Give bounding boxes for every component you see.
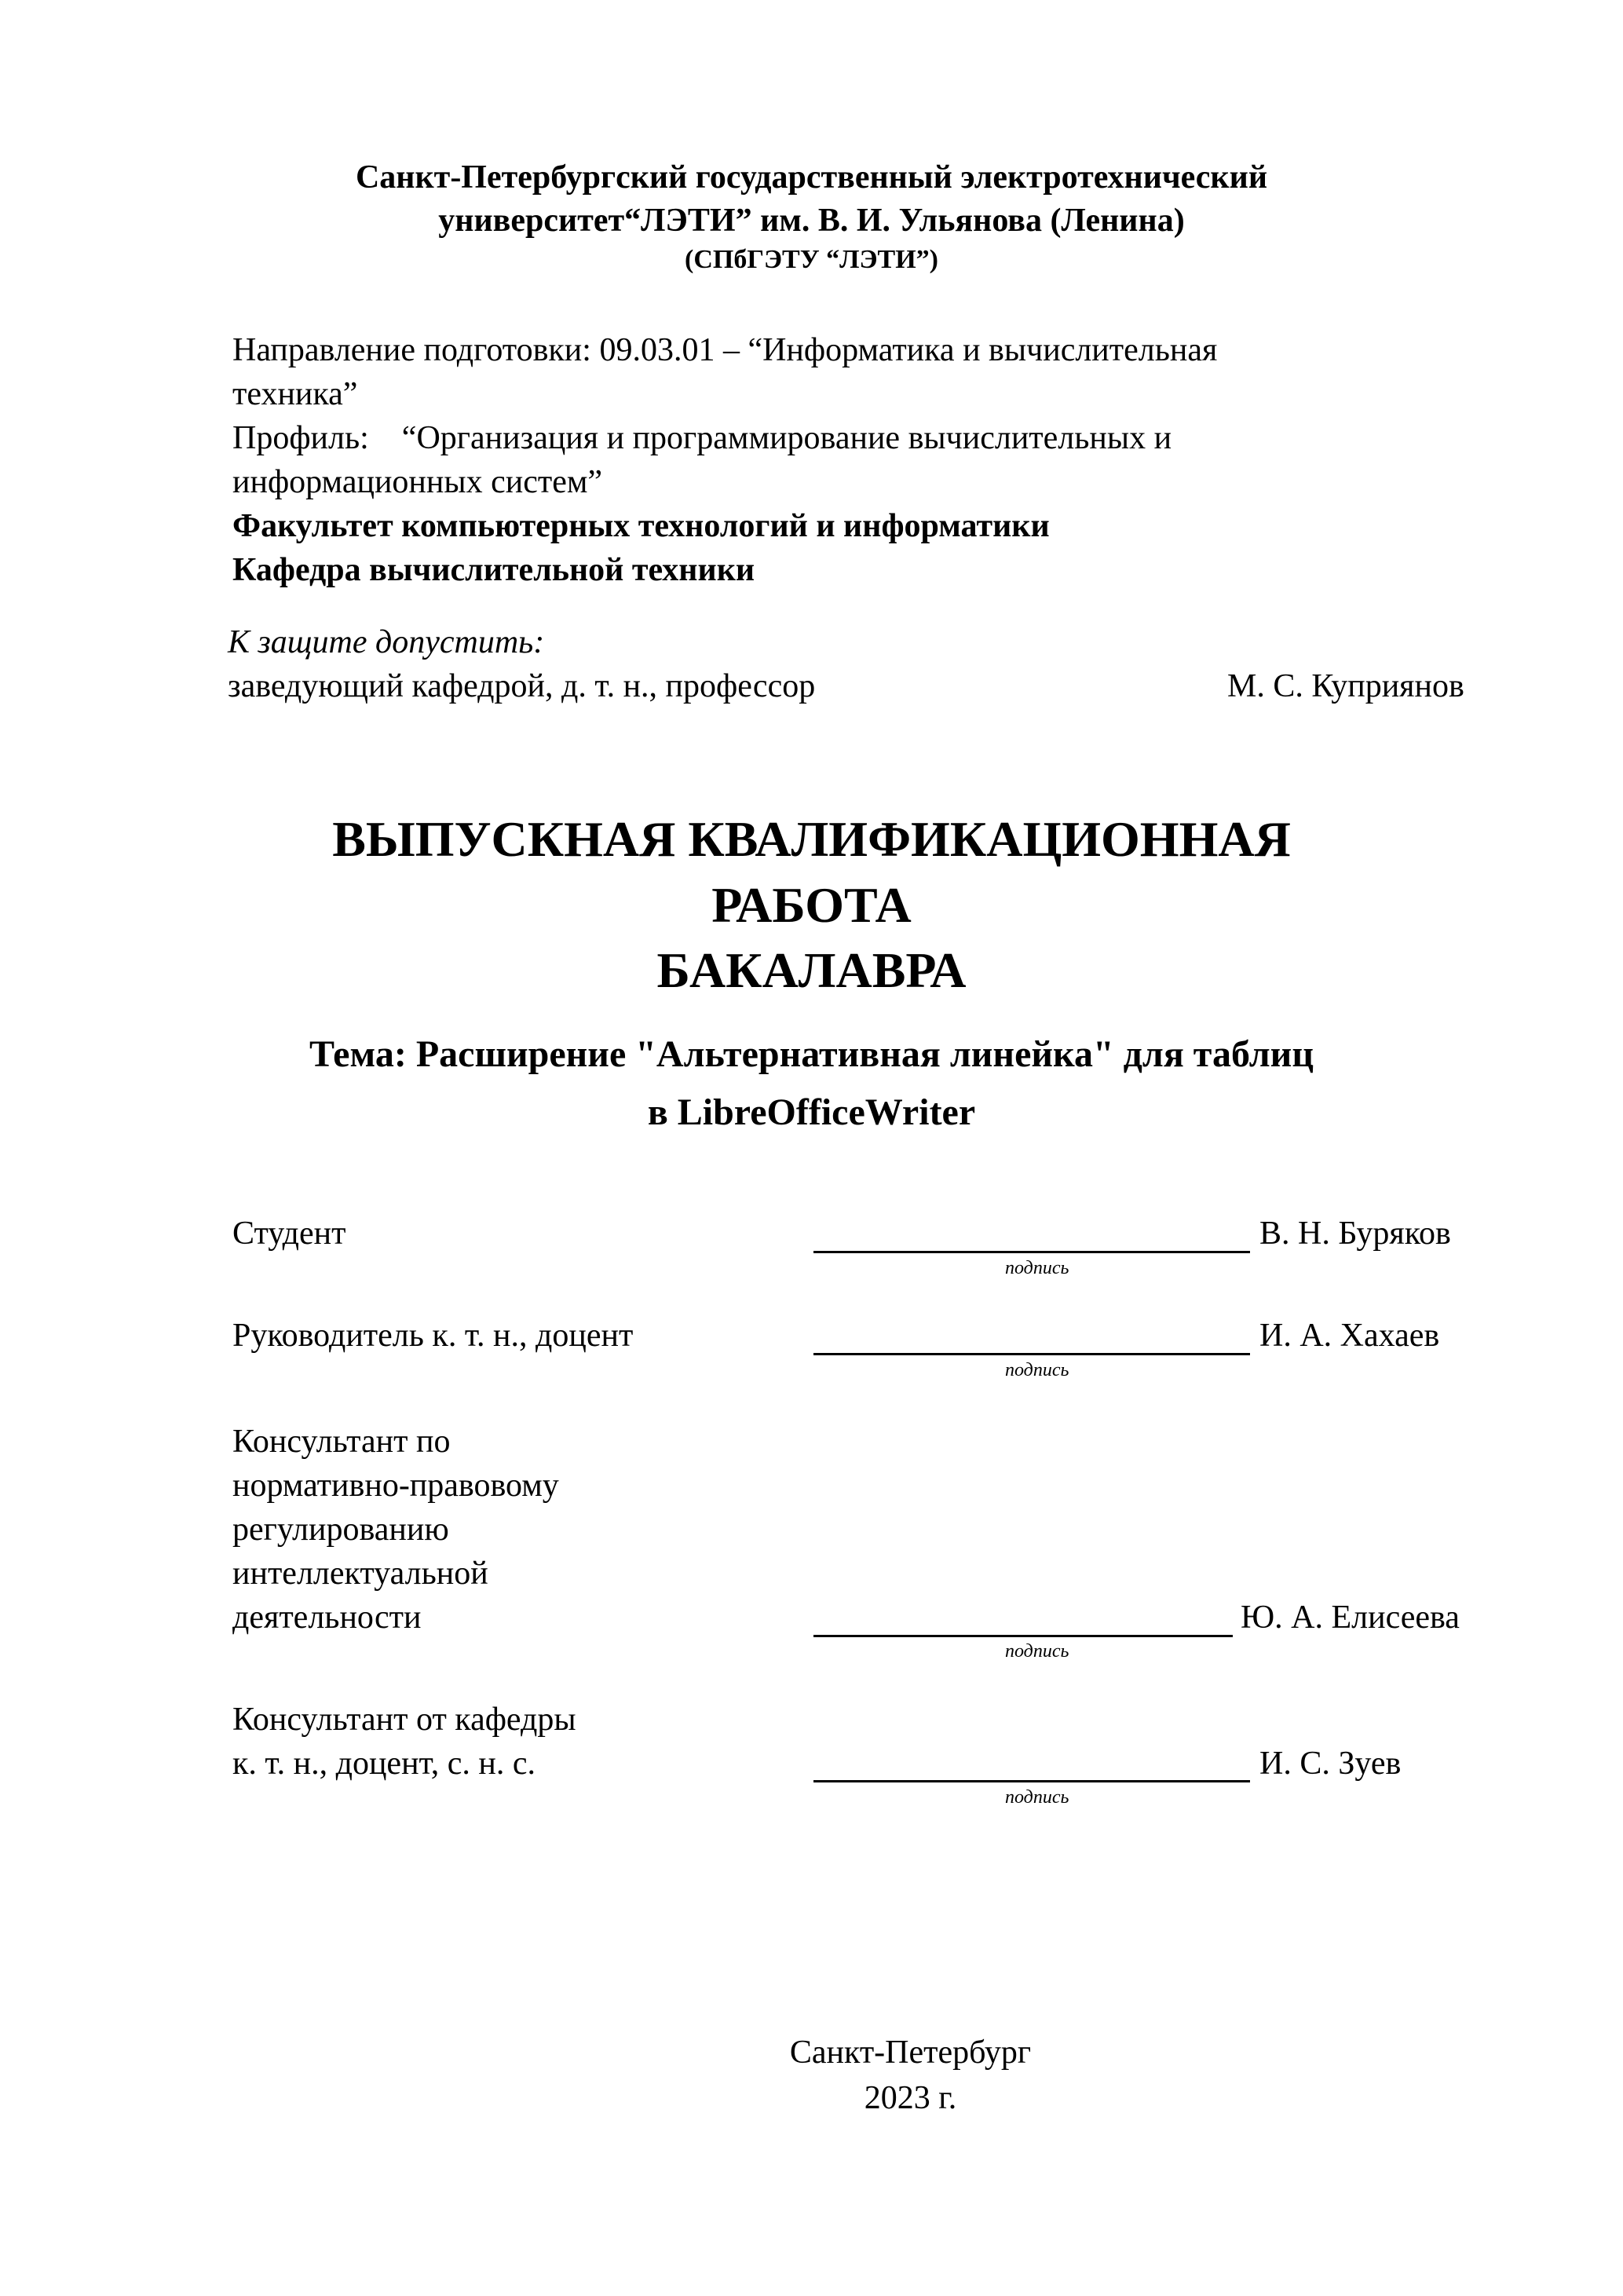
title-line3: БАКАЛАВРА bbox=[656, 942, 967, 998]
signature-role-line: Консультант от кафедры bbox=[232, 1702, 576, 1738]
title-line1: ВЫПУСКНАЯ КВАЛИФИКАЦИОННАЯ bbox=[332, 811, 1291, 867]
signature-name: В. Н. Буряков bbox=[1259, 1216, 1451, 1252]
signature-name: И. А. Хахаев bbox=[1259, 1318, 1440, 1354]
signature-caption: подпись bbox=[1005, 1641, 1069, 1662]
signature-role-line: деятельности bbox=[232, 1600, 422, 1636]
signature-line bbox=[813, 1353, 1250, 1355]
approval-label: К защите допустить: bbox=[228, 624, 545, 660]
signature-name: И. С. Зуев bbox=[1259, 1746, 1402, 1782]
signature-role-line: интеллектуальной bbox=[232, 1556, 488, 1592]
signature-name: Ю. А. Елисеева bbox=[1241, 1600, 1460, 1636]
footer-city: Санкт-Петербург bbox=[789, 2035, 1032, 2071]
approval-position: заведующий кафедрой, д. т. н., профессор bbox=[228, 668, 816, 704]
profile-line1: Профиль: “Организация и программирование вычислительных и bbox=[232, 420, 1172, 456]
profile-line2: информационных систем” bbox=[232, 464, 603, 500]
faculty: Факультет компьютерных технологий и информатики bbox=[232, 508, 1050, 544]
university-name-line1: Санкт-Петербургский государственный электротехнический bbox=[355, 159, 1268, 196]
signature-role: Руководитель к. т. н., доцент bbox=[232, 1318, 634, 1354]
signature-role-line: Консультант по bbox=[232, 1424, 451, 1460]
signature-line bbox=[813, 1635, 1233, 1637]
signature-caption: подпись bbox=[1005, 1258, 1069, 1278]
signature-line bbox=[813, 1780, 1250, 1782]
theme-line2: в LibreOfficeWriter bbox=[647, 1091, 976, 1133]
signature-caption: подпись bbox=[1005, 1787, 1069, 1808]
title-line2: РАБОТА bbox=[711, 877, 912, 933]
direction-line1: Направление подготовки: 09.03.01 – “Информатика и вычислительная bbox=[232, 332, 1218, 368]
theme-line1: Тема: Расширение "Альтернативная линейка" для таблиц bbox=[309, 1033, 1314, 1075]
signature-role-line: регулированию bbox=[232, 1512, 449, 1548]
signature-role-line: к. т. н., доцент, с. н. с. bbox=[232, 1746, 536, 1782]
university-name-line2: университет“ЛЭТИ” им. В. И. Ульянова (Ленина) bbox=[438, 203, 1185, 239]
signature-caption: подпись bbox=[1005, 1360, 1069, 1380]
footer-year: 2023 г. bbox=[864, 2080, 957, 2116]
department: Кафедра вычислительной техники bbox=[232, 552, 755, 588]
approval-name: М. С. Куприянов bbox=[1227, 668, 1464, 704]
signature-role-line: нормативно-правовому bbox=[232, 1468, 559, 1504]
signature-line bbox=[813, 1251, 1250, 1253]
university-short-name: (СПбГЭТУ “ЛЭТИ”) bbox=[685, 245, 938, 274]
direction-line2: техника” bbox=[232, 376, 358, 412]
signature-role: Студент bbox=[232, 1216, 346, 1252]
